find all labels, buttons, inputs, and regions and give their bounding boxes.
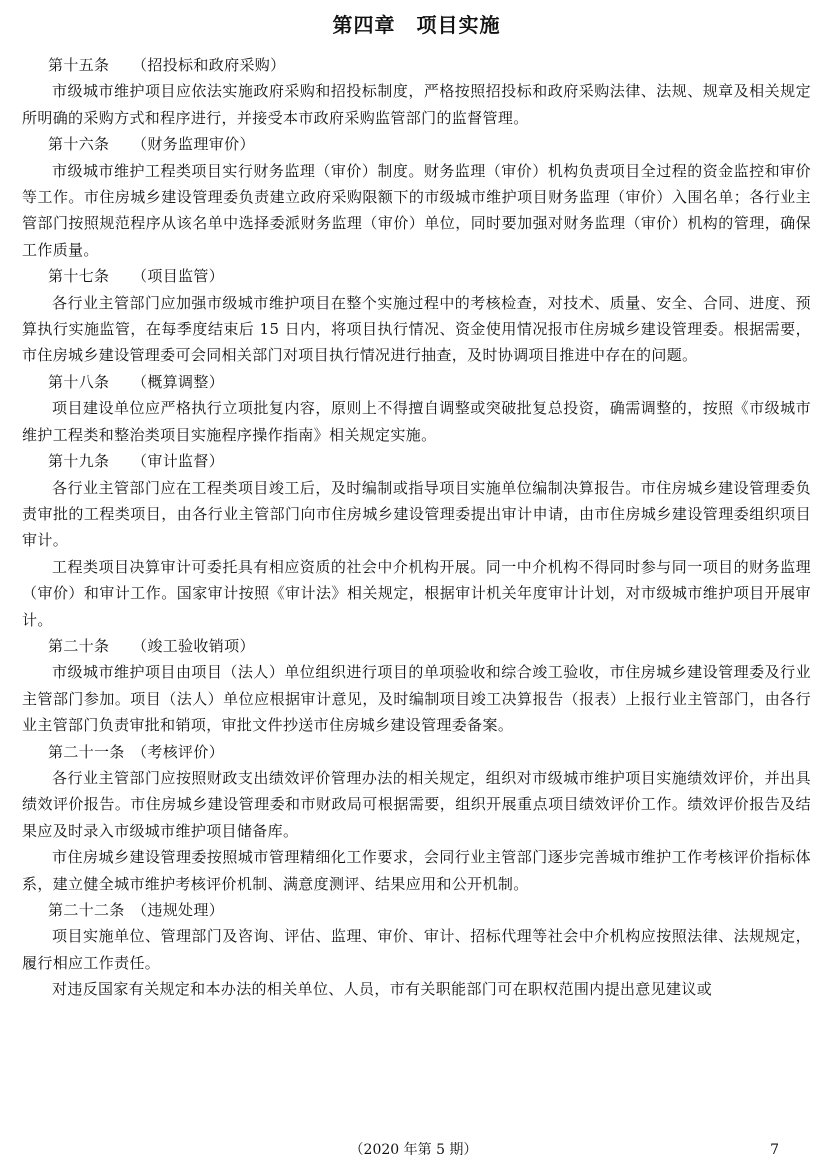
article-22 bbox=[22, 897, 811, 1003]
article-paragraph: 项目实施单位、管理部门及咨询、评估、监理、审价、审计、招标代理等社会中介机构应按照法律、法规规定，履行相应工作责任。 bbox=[22, 927, 811, 972]
article-21 bbox=[22, 739, 811, 897]
article-paragraph: 市级城市维护工程类项目实行财务监理（审价）制度。财务监理（审价）机构负责项目全过程的资金监控和审价等工作。市住房城乡建设管理委负责建立政府采购限额下的市级城市维护项目财务监理（审价）入围名单；各行业主管部门按照规范程序从该名单中选择委派财务监理（审价）单位，同时要加强对财务监理（审价）机构的管理，确保工作质量。 bbox=[22, 161, 811, 259]
issue-label: （2020 年第 5 期） bbox=[349, 1142, 478, 1158]
article-15 bbox=[22, 52, 811, 131]
article-title: （考核评价） bbox=[132, 742, 225, 761]
article-heading bbox=[22, 739, 811, 765]
article-title: （竣工验收销项） bbox=[132, 636, 255, 655]
article-paragraph: 市级城市维护项目应依法实施政府采购和招投标制度，严格按照招投标和政府采购法律、法规、规章及相关规定所明确的采购方式和程序进行，并接受本市政府采购监管部门的监督管理。 bbox=[22, 82, 811, 127]
article-number: 第二十二条 bbox=[48, 901, 125, 919]
page-number: 7 bbox=[770, 1142, 779, 1158]
article-18 bbox=[22, 369, 811, 448]
chapter-title: 第四章 项目实施 bbox=[332, 13, 501, 37]
article-paragraph: 市住房城乡建设管理委按照城市管理精细化工作要求，会同行业主管部门逐步完善城市维护工作考核评价指标体系，建立健全城市维护考核评价机制、满意度测评、结果应用和公开机制。 bbox=[22, 848, 811, 893]
article-title: （概算调整） bbox=[132, 372, 225, 391]
article-16 bbox=[22, 131, 811, 263]
article-paragraph: 项目建设单位应严格执行立项批复内容，原则上不得擅自调整或突破批复总投资，确需调整的，按照《市级城市维护工程类和整治类项目实施程序操作指南》相关规定实施。 bbox=[22, 399, 811, 444]
article-number: 第十八条 bbox=[48, 372, 110, 391]
article-paragraph: 各行业主管部门应加强市级城市维护项目在整个实施过程中的考核检查，对技术、质量、安全、合同、进度、预算执行实施监管，在每季度结束后 15 日内，将项目执行情况、资金使用情况报市住房城乡建设管理委。根据需要，市住房城乡建设管理委可会同相关部门对项目执行情况进行抽查，及时协调项目推进中存在的问题。 bbox=[22, 293, 811, 365]
article-number: 第二十条 bbox=[48, 636, 110, 655]
article-number: 第十六条 bbox=[48, 135, 110, 154]
article-17 bbox=[22, 263, 811, 369]
article-paragraph: 市级城市维护项目由项目（法人）单位组织进行项目的单项验收和综合竣工验收，市住房城乡建设管理委及行业主管部门参加。项目（法人）单位应根据审计意见，及时编制项目竣工决算报告（报表）上报行业主管部门，由各行业主管部门负责审批和销项，审批文件抄送市住房城乡建设管理委备案。 bbox=[22, 663, 811, 735]
article-paragraph: 工程类项目决算审计可委托具有相应资质的社会中介机构开展。同一中介机构不得同时参与同一项目的财务监理（审价）和审计工作。国家审计按照《审计法》相关规定，根据审计机关年度审计计划，对市级城市维护项目开展审计。 bbox=[22, 557, 811, 629]
article-20 bbox=[22, 633, 811, 739]
article-number: 第十五条 bbox=[48, 56, 110, 74]
article-heading bbox=[22, 897, 811, 923]
article-heading bbox=[22, 448, 811, 474]
page-footer bbox=[0, 1138, 827, 1162]
article-number: 第二十一条 bbox=[48, 742, 125, 761]
article-heading bbox=[22, 52, 811, 78]
article-title: （项目监管） bbox=[132, 267, 225, 286]
article-number: 第十七条 bbox=[48, 267, 110, 286]
article-paragraph: 各行业主管部门应按照财政支出绩效评价管理办法的相关规定，组织对市级城市维护项目实施绩效评价，并出具绩效评价报告。市住房城乡建设管理委和市财政局可根据需要，组织开展重点项目绩效评价工作。绩效评价报告及结果应及时录入市级城市维护项目储备库。 bbox=[22, 768, 811, 840]
article-heading bbox=[22, 131, 811, 157]
article-19 bbox=[22, 448, 811, 633]
article-title: （财务监理审价） bbox=[132, 135, 255, 154]
article-title: （违规处理） bbox=[132, 901, 225, 919]
article-paragraph: 各行业主管部门应在工程类项目竣工后，及时编制或指导项目实施单位编制决算报告。市住房城乡建设管理委负责审批的工程类项目，由各行业主管部门向市住房城乡建设管理委提出审计申请，由市住房城乡建设管理委组织项目审计。 bbox=[22, 478, 811, 550]
article-number: 第十九条 bbox=[48, 452, 110, 471]
article-heading bbox=[22, 633, 811, 659]
article-heading bbox=[22, 369, 811, 395]
article-title: （招投标和政府采购） bbox=[132, 56, 286, 74]
article-title: （审计监督） bbox=[132, 452, 225, 471]
document-body bbox=[22, 52, 811, 1003]
article-heading bbox=[22, 263, 811, 289]
article-paragraph: 对违反国家有关规定和本办法的相关单位、人员，市有关职能部门可在职权范围内提出意见建议或 bbox=[52, 980, 713, 999]
